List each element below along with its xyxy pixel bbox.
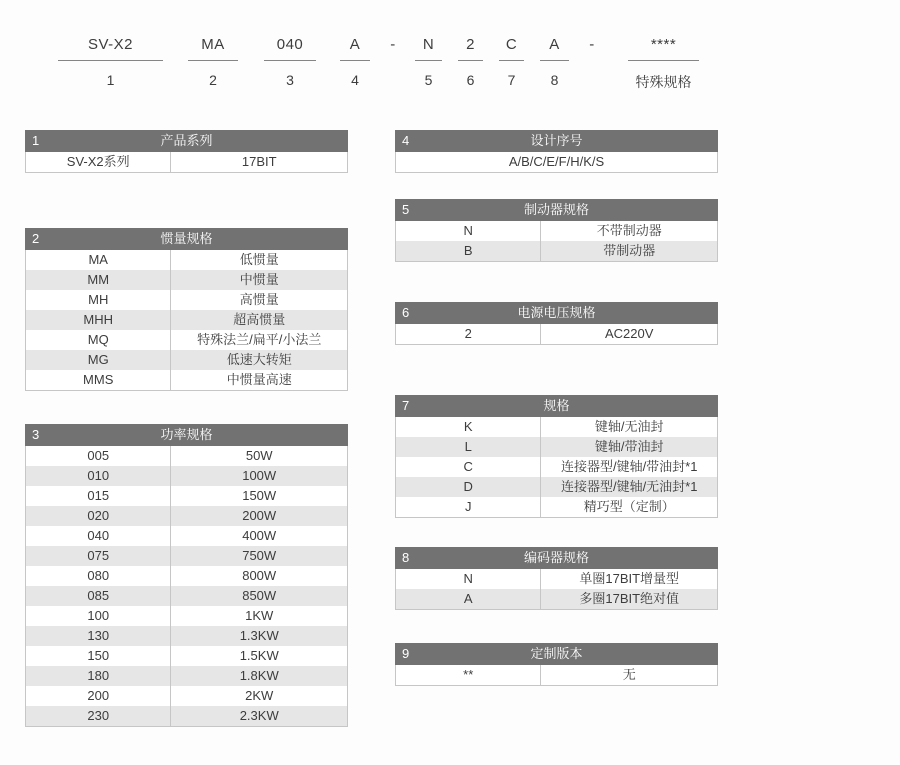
table-row [26, 310, 347, 330]
table-header [395, 547, 718, 569]
spec-table-9 [395, 643, 718, 686]
model-code-segment [540, 34, 569, 88]
cell-value: A/B/C/E/F/H/K/S [508, 154, 605, 169]
table-row [26, 466, 347, 486]
table-body [25, 152, 348, 173]
table-row [396, 437, 717, 457]
cell-description: 超高惯量 [170, 310, 347, 330]
table-row [26, 666, 347, 686]
table-row [26, 350, 347, 370]
table-row [26, 606, 347, 626]
table-number: 3 [32, 427, 40, 442]
table-body [395, 417, 718, 518]
model-code-segment [628, 34, 699, 92]
segment-code: SV-X2 [58, 34, 163, 61]
segment-label: 2 [209, 72, 217, 88]
table-number: 2 [32, 231, 40, 246]
segment-code: - [589, 36, 595, 53]
cell-code: 230 [87, 708, 110, 723]
table-row [396, 241, 717, 261]
table-header [25, 130, 348, 152]
spec-table-8 [395, 547, 718, 610]
model-code-separator [583, 34, 601, 72]
segment-label [384, 61, 402, 72]
table-row [396, 417, 717, 437]
cell-code: 005 [87, 448, 110, 463]
cell-code: A [463, 591, 473, 606]
model-code-segment [499, 34, 524, 88]
table-row [26, 370, 347, 390]
table-row [26, 706, 347, 726]
cell-code: L [464, 439, 472, 454]
table-row [26, 526, 347, 546]
table-row [26, 152, 347, 172]
table-number: 4 [402, 133, 410, 148]
segment-label [583, 61, 601, 72]
cell-code: MM [87, 272, 110, 287]
spec-table-4 [395, 130, 718, 173]
segment-code: A [340, 34, 370, 61]
cell-description: 850W [170, 586, 347, 606]
table-header [395, 199, 718, 221]
cell-code: MHH [83, 312, 114, 327]
cell-description: 800W [170, 566, 347, 586]
segment-code: **** [628, 34, 699, 61]
model-code-segment [458, 34, 483, 88]
cell-description: 50W [170, 446, 347, 466]
table-number: 5 [402, 202, 410, 217]
cell-description: 单圈17BIT增量型 [540, 569, 717, 589]
segment-code: N [415, 34, 442, 61]
cell-description: 特殊法兰/扁平/小法兰 [170, 330, 347, 350]
model-code-separator [384, 34, 402, 72]
table-number: 6 [402, 305, 410, 320]
cell-code: 040 [87, 528, 110, 543]
table-title: 电源电压规格 [517, 305, 596, 320]
cell-code: K [463, 419, 473, 434]
segment-label: 特殊规格 [635, 74, 692, 90]
spec-table-5 [395, 199, 718, 262]
left-column [25, 130, 348, 727]
table-row [396, 477, 717, 497]
model-code [0, 34, 900, 104]
cell-description: 100W [170, 466, 347, 486]
cell-description: 键轴/无油封 [540, 417, 717, 437]
cell-code: D [463, 479, 473, 494]
table-row [26, 506, 347, 526]
cell-description: 200W [170, 506, 347, 526]
table-row [26, 330, 347, 350]
cell-code: MQ [87, 332, 109, 347]
cell-description: 无 [540, 665, 717, 685]
cell-description: 1.3KW [170, 626, 347, 646]
cell-code: 150 [87, 648, 110, 663]
table-row [26, 626, 347, 646]
cell-description: 带制动器 [540, 241, 717, 261]
cell-description: 150W [170, 486, 347, 506]
model-code-segment [58, 34, 163, 88]
segment-label: 4 [351, 72, 359, 88]
table-row [26, 586, 347, 606]
cell-description: AC220V [540, 324, 717, 344]
table-header [25, 228, 348, 250]
table-number: 7 [402, 398, 410, 413]
cell-code: B [463, 243, 473, 258]
cell-description: 750W [170, 546, 347, 566]
cell-code: 2 [464, 326, 472, 341]
cell-code: N [463, 223, 473, 238]
table-header [395, 302, 718, 324]
table-header [395, 130, 718, 152]
cell-code: 180 [87, 668, 110, 683]
table-number: 1 [32, 133, 40, 148]
table-row [396, 665, 717, 685]
cell-code: SV-X2系列 [66, 154, 130, 169]
table-row [26, 646, 347, 666]
spec-table-1 [25, 130, 348, 173]
table-title: 设计序号 [530, 133, 583, 148]
table-body [395, 324, 718, 345]
cell-code: 020 [87, 508, 110, 523]
table-body [25, 446, 348, 727]
segment-code: 040 [264, 34, 316, 61]
cell-code: ** [463, 667, 474, 682]
table-row [396, 221, 717, 241]
table-row [26, 546, 347, 566]
table-title: 定制版本 [530, 646, 583, 661]
table-row [26, 686, 347, 706]
segment-label: 8 [550, 72, 559, 88]
segment-code: C [499, 34, 524, 61]
cell-description: 多圈17BIT绝对值 [540, 589, 717, 609]
table-row [26, 250, 347, 270]
segment-label: 5 [424, 72, 433, 88]
cell-description: 1KW [170, 606, 347, 626]
spec-table-3 [25, 424, 348, 727]
cell-code: MMS [83, 372, 114, 387]
table-title: 编码器规格 [523, 550, 589, 565]
table-body [25, 250, 348, 391]
table-body [395, 665, 718, 686]
table-row [26, 486, 347, 506]
table-number: 8 [402, 550, 410, 565]
segment-label: 1 [106, 72, 115, 88]
table-row [26, 446, 347, 466]
cell-code: MH [88, 292, 109, 307]
cell-code: 130 [87, 628, 110, 643]
table-number: 9 [402, 646, 410, 661]
table-row [396, 457, 717, 477]
table-title: 规格 [543, 398, 570, 413]
table-title: 功率规格 [160, 427, 213, 442]
table-body [395, 152, 718, 173]
cell-description: 连接器型/键轴/带油封*1 [540, 457, 717, 477]
cell-description: 1.5KW [170, 646, 347, 666]
cell-description: 1.8KW [170, 666, 347, 686]
segment-label: 6 [466, 72, 475, 88]
table-header [25, 424, 348, 446]
cell-description: 中惯量高速 [170, 370, 347, 390]
segment-code: MA [188, 34, 238, 61]
table-title: 产品系列 [160, 133, 213, 148]
model-code-segment [188, 34, 238, 88]
cell-code: 015 [87, 488, 110, 503]
table-row [26, 290, 347, 310]
spec-table-7 [395, 395, 718, 518]
cell-description: 400W [170, 526, 347, 546]
cell-code: 200 [87, 688, 110, 703]
table-title: 制动器规格 [523, 202, 589, 217]
table-title: 惯量规格 [160, 231, 213, 246]
table-row [396, 589, 717, 609]
cell-description: 不带制动器 [540, 221, 717, 241]
segment-code: A [540, 34, 569, 61]
cell-description: 精巧型（定制） [540, 497, 717, 517]
table-row [26, 270, 347, 290]
segment-code: - [390, 36, 396, 53]
cell-description: 键轴/带油封 [540, 437, 717, 457]
cell-description: 2KW [170, 686, 347, 706]
cell-code: 075 [87, 548, 110, 563]
cell-description: 2.3KW [170, 706, 347, 726]
cell-code: MA [88, 252, 108, 267]
cell-description: 中惯量 [170, 270, 347, 290]
segment-code: 2 [458, 34, 483, 61]
cell-description: 低惯量 [170, 250, 347, 270]
spec-table-2 [25, 228, 348, 391]
segment-label: 7 [507, 72, 516, 88]
cell-code: 085 [87, 588, 110, 603]
table-header [395, 395, 718, 417]
cell-description: 连接器型/键轴/无油封*1 [540, 477, 717, 497]
table-row [396, 152, 717, 172]
right-column [395, 130, 718, 686]
cell-code: N [463, 571, 473, 586]
table-row [396, 569, 717, 589]
cell-code: C [463, 459, 473, 474]
segment-label: 3 [286, 72, 294, 88]
table-header [395, 643, 718, 665]
cell-description: 高惯量 [170, 290, 347, 310]
table-row [396, 324, 717, 344]
cell-code: 080 [87, 568, 110, 583]
table-body [395, 221, 718, 262]
table-row [26, 566, 347, 586]
cell-code: 100 [87, 608, 110, 623]
table-body [395, 569, 718, 610]
cell-code: MG [87, 352, 109, 367]
spec-table-6 [395, 302, 718, 345]
model-code-segment [340, 34, 370, 88]
cell-description: 17BIT [170, 152, 347, 172]
cell-code: J [464, 499, 472, 514]
cell-description: 低速大转矩 [170, 350, 347, 370]
table-row [396, 497, 717, 517]
model-code-segment [264, 34, 316, 88]
cell-code: 010 [87, 468, 110, 483]
model-code-segment [415, 34, 442, 88]
